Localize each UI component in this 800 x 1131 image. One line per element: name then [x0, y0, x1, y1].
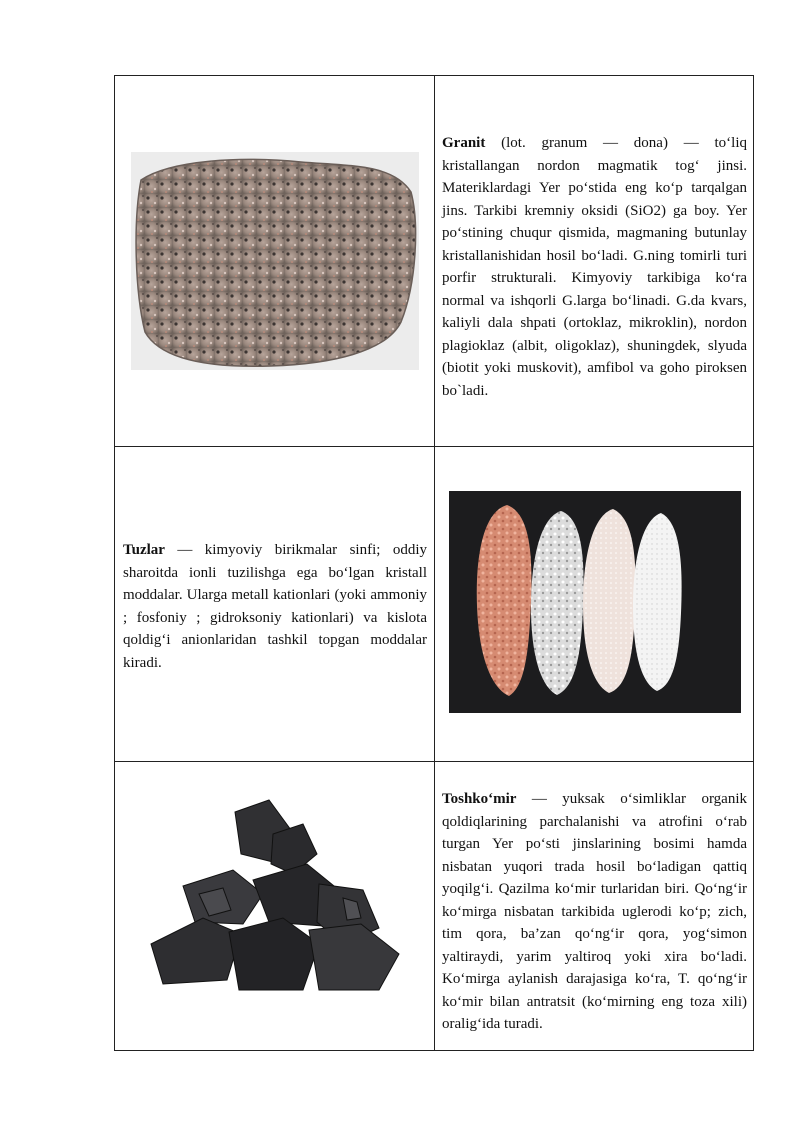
salt-crystals-image	[449, 491, 741, 713]
row-divider	[115, 446, 753, 447]
salts-description: Tuzlar — kimyoviy birikmalar sinfi; oddiy sharoitda ionli tuzilishga ega bo‘lgan kristall moddalar. Ularga metall kationlari (yoki ammoniy ; fosfoniy ; gidroksoniy kationlari) va kislota qoldig‘i anionlaridan tashkil topgan moddalar kiradi.	[123, 542, 427, 671]
coal-lumps-image	[143, 794, 409, 996]
mineral-table	[114, 75, 754, 1051]
row-divider	[115, 761, 753, 762]
granite-rock-image	[131, 152, 419, 370]
column-divider	[434, 76, 435, 1050]
coal-description: Toshko‘mir — yuksak o‘simliklar organik qoldiqlarining parchalanishi va atrofini o‘rab turgan Yer po‘sti jinslarining bosimi hamda nisbatan yuqori trada hosil bo‘ladigan qattiq yoqilg‘i. Qazilma ko‘mir turlaridan biri. Qo‘ng‘ir ko‘mirga nisbatan tarkibida uglerodi ko‘p; zich, tim qora, ba’zan qo‘ng‘ir qora, yog‘simon yaltiraydi, yarim yaltiroq yoki xira bo‘ladi. Ko‘mirga aylanish darajasiga ko‘ra, T. qo‘ng‘ir ko‘mir bilan antratsit (ko‘mirning eng toza xili) oralig‘ida turadi.	[442, 791, 747, 1032]
granite-description: Granit (lot. granum — dona) — to‘liq kristallangan nordon magmatik tog‘ jinsi. Materiklardagi Yer po‘stida eng ko‘p tarqalgan jins. Tarkibi kremniy oksidi (SiO2) ga boy. Yer po‘stining chuqur qismida, magmaning butunlay kristallanishidan hosil bo‘ladi. G.ning tomirli turi porfir strukturali. Kimyoviy tarkibiga ko‘ra normal va ishqorli G.larga bo‘linadi. G.da kvars, kaliyli dala shpati (ortoklaz, mikroklin), nordon plagioklaz (albit, oligoklaz), shuningdek, slyuda (biotit yoki muskovit), amfibol va goho piroksen bo`ladi.	[442, 135, 747, 399]
